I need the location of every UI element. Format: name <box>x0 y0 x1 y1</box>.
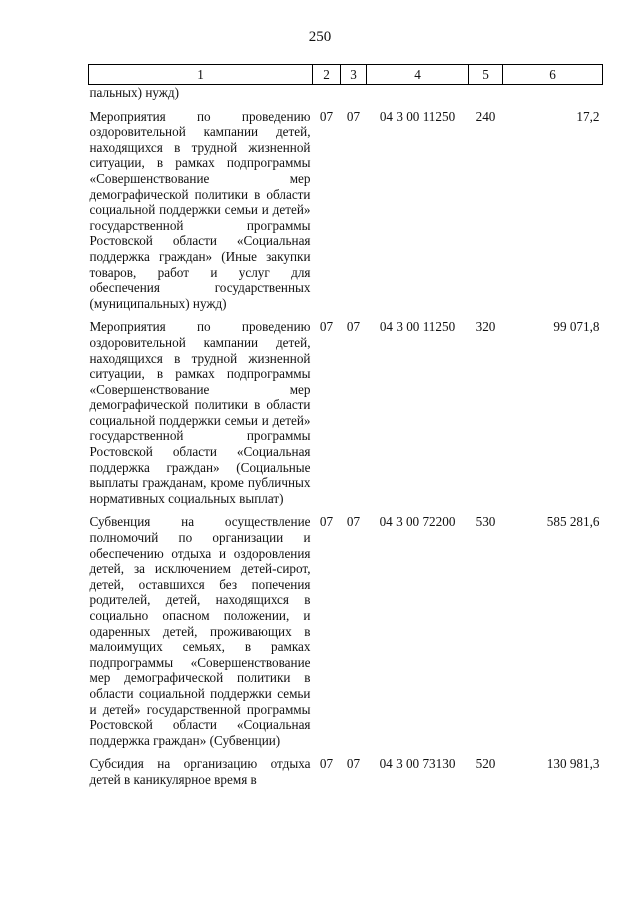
row-section: 07 <box>319 756 334 772</box>
row-subsection: 07 <box>346 756 361 772</box>
row-expense-type: 530 <box>475 514 496 530</box>
row-subsection: 07 <box>346 108 361 124</box>
row-description: Мероприятия по проведению оздоровительной кампании детей, находящихся в трудной жизненной ситуации, в рамках подпрограммы «Совершенствование мер демографической политики в области социальной поддержки семьи и детей» государственной программы Ростовской области «Социальная поддержка граждан» (Иные закупки товаров, работ и услуг для обеспечения государственных (муниципальных) нужд) <box>89 108 311 311</box>
row-expense-type: 320 <box>475 319 496 335</box>
row-expense-type: 520 <box>475 756 496 772</box>
column-header-2: 2 <box>313 65 341 85</box>
row-description: Субвенция на осуществление полномочий по организации и обеспечению отдыха и оздоровления детей, за исключением детей-сирот, детей, оставшихся без попечения родителей, детей, находящихся в социально опасном положении, и одаренных детей, проживающих в малоимущих семьях, в рамках подпрограммы «Совершенствование мер демографической политики в области социальной поддержки семьи и детей» государственной программы Ростовской области «Социальная поддержка граждан» (Субвенции) <box>89 514 311 748</box>
table-body <box>89 85 603 788</box>
row-amount: 17,2 <box>576 108 600 124</box>
page-number: 250 <box>308 29 332 45</box>
table-row <box>89 506 603 748</box>
header-row <box>89 65 603 85</box>
table-row <box>89 101 603 312</box>
row-target-code: 04 3 00 11250 <box>379 108 456 124</box>
row-amount: 130 981,3 <box>546 756 600 772</box>
row-target-code: 04 3 00 72200 <box>379 514 456 530</box>
table-row <box>89 748 603 787</box>
column-header-6: 6 <box>503 65 603 85</box>
row-description: Мероприятия по проведению оздоровительной кампании детей, находящихся в трудной жизненной ситуации, в рамках подпрограммы «Совершенствование мер демографической политики в области социальной поддержки семьи и детей» государственной программы Ростовской области «Социальная поддержка граждан» (Социальные выплаты гражданам, кроме публичных нормативных социальных выплат) <box>89 319 311 506</box>
row-subsection: 07 <box>346 319 361 335</box>
row-amount: 99 071,8 <box>553 319 600 335</box>
column-header-1: 1 <box>89 65 313 85</box>
column-header-5: 5 <box>469 65 503 85</box>
continuation-text: пальных) нужд) <box>89 85 180 100</box>
row-target-code: 04 3 00 11250 <box>379 319 456 335</box>
table-row <box>89 311 603 506</box>
table-header <box>89 65 603 85</box>
row-section: 07 <box>319 319 334 335</box>
budget-table <box>88 64 603 788</box>
row-description: Субсидия на организацию отдыха детей в каникулярное время в <box>89 756 311 787</box>
row-subsection: 07 <box>346 514 361 530</box>
column-header-4: 4 <box>367 65 469 85</box>
row-amount: 585 281,6 <box>546 514 600 530</box>
column-header-3: 3 <box>341 65 367 85</box>
row-target-code: 04 3 00 73130 <box>379 756 456 772</box>
row-expense-type: 240 <box>475 108 496 124</box>
row-section: 07 <box>319 514 334 530</box>
row-section: 07 <box>319 108 334 124</box>
continuation-row <box>89 85 603 101</box>
